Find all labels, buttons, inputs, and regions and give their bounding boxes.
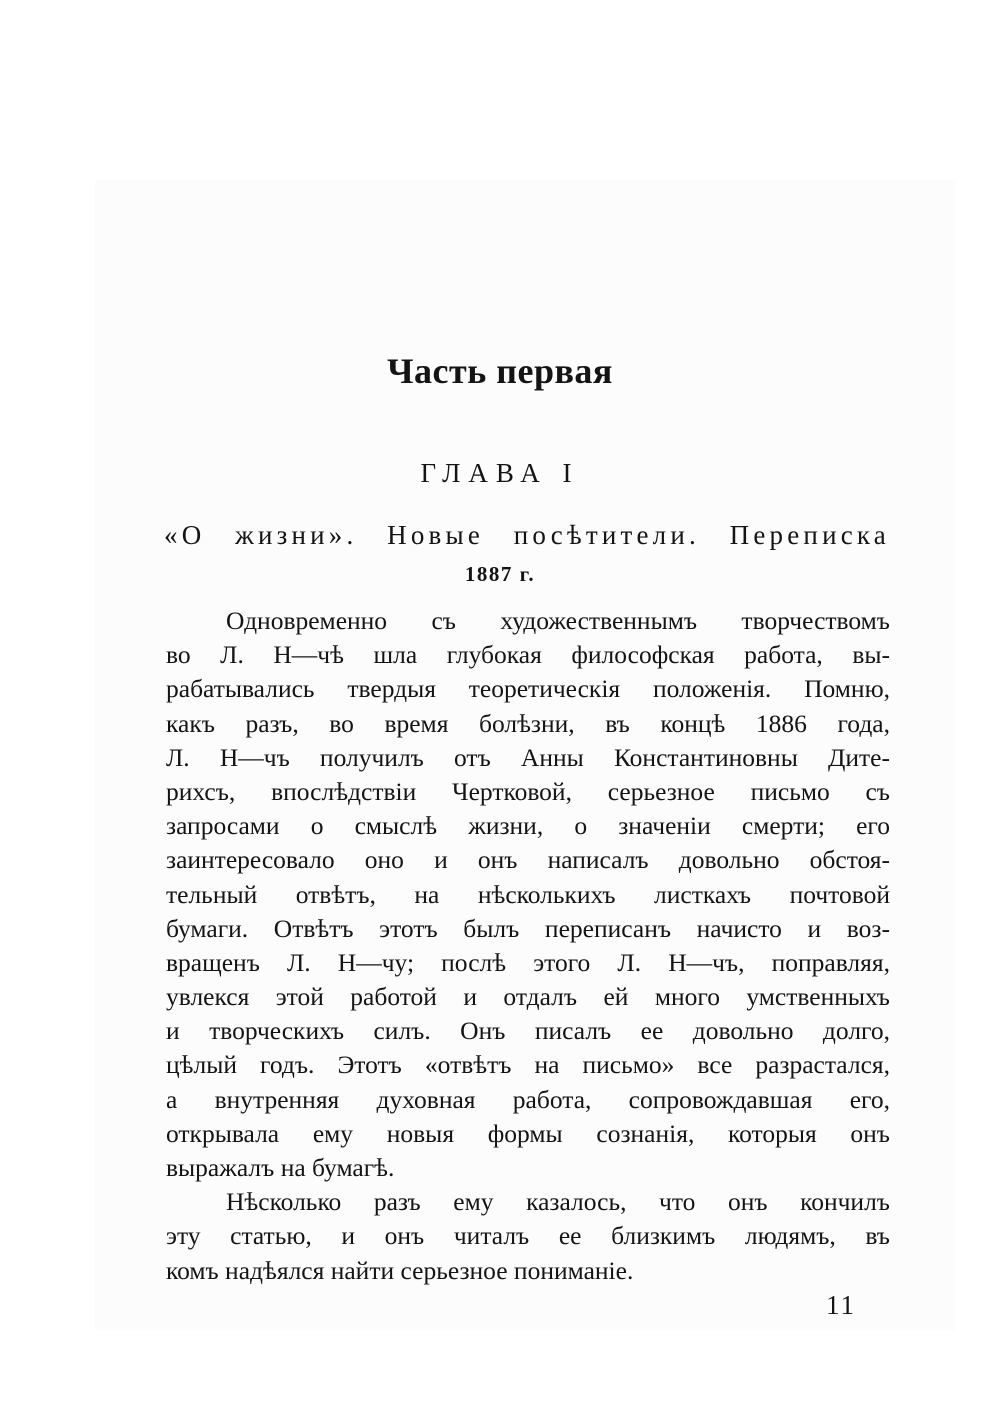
text-line: рабатывались твердыя теоретическія положенія. Помню, <box>166 674 890 704</box>
text-line: какъ разъ, во время болѣзни, въ концѣ 1886 года, <box>166 708 890 738</box>
text-line: открывала ему новыя формы сознанія, которыя онъ <box>166 1118 890 1148</box>
text-line: Одновременно съ художественнымъ творчествомъ <box>226 606 890 635</box>
text-line: комъ надѣялся найти серьезное пониманіе. <box>166 1255 634 1285</box>
chapter-year: 1887 г. <box>464 562 536 586</box>
text-line: выражалъ на бумагѣ. <box>166 1153 395 1182</box>
text-line: увлекся этой работой и отдалъ ей много умственныхъ <box>166 982 890 1012</box>
text-line: цѣлый годъ. Этотъ «отвѣтъ на письмо» все разрастался, <box>166 1050 890 1080</box>
body-text <box>166 604 890 1288</box>
text-line: Нѣсколько разъ ему казалось, что онъ кончилъ <box>226 1187 890 1217</box>
text-line: эту статью, и онъ читалъ ее близкимъ людямъ, въ <box>166 1221 890 1251</box>
text-line: и творческихъ силъ. Онъ писалъ ее довольно долго, <box>166 1016 890 1046</box>
text-line: рихсъ, впослѣдствіи Чертковой, серьезное письмо съ <box>166 776 890 806</box>
text-line: вращенъ Л. Н—чу; послѣ этого Л. Н—чъ, поправляя, <box>166 947 890 977</box>
text-line: заинтересовало оно и онъ написалъ довольно обстоя- <box>166 845 890 875</box>
text-line: во Л. Н—чѣ шла глубокая философская работа, вы- <box>166 640 890 670</box>
text-line: Л. Н—чъ получилъ отъ Анны Константиновны Дите- <box>166 742 890 772</box>
text-line: тельный отвѣтъ, на нѣсколькихъ листкахъ почтовой <box>166 879 890 909</box>
part-title: Часть первая <box>387 351 613 391</box>
text-line: бумаги. Отвѣтъ этотъ былъ переписанъ начисто и воз- <box>166 913 890 943</box>
page-number: 11 <box>826 1290 856 1320</box>
chapter-heading: ГЛАВА I <box>420 458 580 488</box>
chapter-subtitle: «О жизни». Новые посѣтители. Переписка <box>164 520 890 550</box>
paragraph <box>166 1185 890 1288</box>
paragraph <box>166 604 890 1185</box>
text-line: запросами о смыслѣ жизни, о значеніи смерти; его <box>166 811 890 841</box>
text-line: а внутренняя духовная работа, сопровождавшая его, <box>166 1084 890 1114</box>
